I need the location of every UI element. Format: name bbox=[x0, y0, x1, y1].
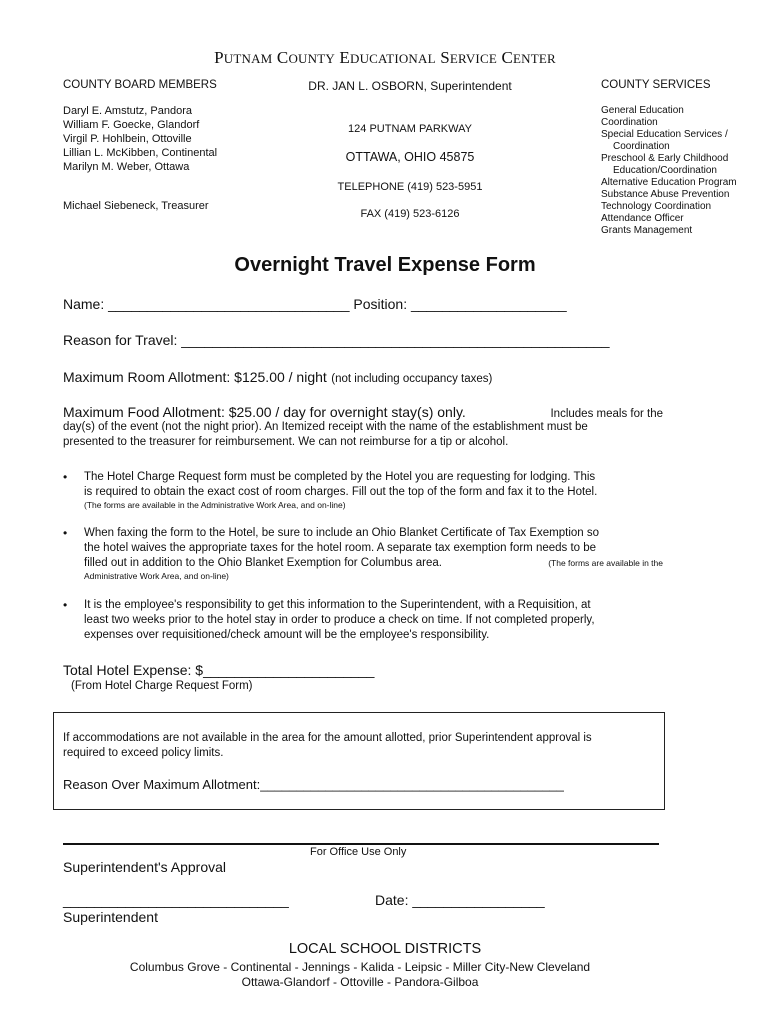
food-note: presented to the treasurer for reimbursement. We can not reimburse for a tip or alcohol. bbox=[63, 436, 509, 448]
service-item: Substance Abuse Prevention bbox=[601, 189, 730, 200]
exception-text-line: required to exceed policy limits. bbox=[63, 747, 224, 759]
board-member: Lillian L. McKibben, Continental bbox=[63, 147, 218, 159]
room-allotment bbox=[63, 369, 492, 387]
address: 124 PUTNAM PARKWAY bbox=[348, 123, 472, 135]
treasurer: Michael Siebeneck, Treasurer bbox=[63, 200, 209, 212]
districts-heading: LOCAL SCHOOL DISTRICTS bbox=[288, 941, 482, 957]
form-title: Overnight Travel Expense Form bbox=[234, 254, 536, 276]
name-position-line[interactable]: Name: _______________________________ Position: ____________________ bbox=[63, 296, 567, 312]
bullet-note: (The forms are available in the bbox=[548, 558, 663, 568]
reason-over-max-line[interactable]: Reason Over Maximum Allotment:__________________________________________ bbox=[63, 777, 564, 792]
services-list bbox=[601, 105, 761, 237]
board-member: Marilyn M. Weber, Ottawa bbox=[63, 161, 190, 173]
food-allotment-text: Maximum Food Allotment: $25.00 / day for overnight stay(s) only. bbox=[63, 404, 466, 420]
city: OTTAWA, OHIO 45875 bbox=[345, 150, 475, 164]
board-members-list bbox=[63, 104, 217, 174]
exception-text-line: If accommodations are not available in the area for the amount allotted, prior Superintendent approval is bbox=[63, 732, 592, 744]
service-item: General Education bbox=[601, 105, 684, 116]
signature-label: Superintendent bbox=[63, 909, 158, 925]
bullet-icon: • bbox=[63, 470, 68, 484]
fax: FAX (419) 523-6126 bbox=[360, 208, 460, 220]
superintendent-name: DR. JAN L. OSBORN, Superintendent bbox=[308, 79, 512, 93]
bullet-item bbox=[63, 526, 663, 581]
board-heading: COUNTY BOARD MEMBERS bbox=[63, 79, 217, 91]
bullet-text: filled out in addition to the Ohio Blanket Exemption for Columbus area. bbox=[84, 557, 442, 569]
bullet-note: Administrative Work Area, and on-line) bbox=[84, 571, 229, 581]
service-item: Special Education Services / bbox=[601, 129, 728, 140]
date-line[interactable]: Date: _________________ bbox=[375, 892, 545, 908]
bullet-text: When faxing the form to the Hotel, be sure to include an Ohio Blanket Certificate of Tax Exemption so bbox=[84, 527, 600, 539]
reason-for-travel-line[interactable]: Reason for Travel: _______________________________________________________ bbox=[63, 332, 610, 348]
exception-text bbox=[63, 731, 658, 761]
board-member: Daryl E. Amstutz, Pandora bbox=[63, 105, 192, 117]
service-item: Alternative Education Program bbox=[601, 177, 737, 188]
service-item: Coordination bbox=[601, 117, 658, 128]
service-item: Grants Management bbox=[601, 225, 693, 236]
org-title: PUTNAM COUNTY EDUCATIONAL SERVICE CENTER bbox=[214, 48, 556, 67]
bullet-icon: • bbox=[63, 598, 68, 612]
services-heading: COUNTY SERVICES bbox=[601, 79, 711, 91]
bullet-note: (The forms are available in the Administrative Work Area, and on-line) bbox=[84, 500, 346, 510]
bullet-icon: • bbox=[63, 526, 68, 540]
service-item: Coordination bbox=[613, 141, 670, 152]
telephone: TELEPHONE (419) 523-5951 bbox=[337, 181, 483, 193]
bullet-item bbox=[63, 470, 663, 510]
total-hotel-note: (From Hotel Charge Request Form) bbox=[71, 680, 253, 692]
service-item: Technology Coordination bbox=[601, 201, 712, 212]
food-note: Includes meals for the bbox=[550, 408, 663, 420]
room-allotment-note: (not including occupancy taxes) bbox=[331, 373, 493, 385]
signature-line[interactable]: _____________________________ bbox=[63, 892, 289, 908]
food-allotment bbox=[63, 404, 663, 450]
bullet-text: The Hotel Charge Request form must be completed by the Hotel you are requesting for lodging. This bbox=[84, 471, 596, 483]
districts-line: Ottawa-Glandorf - Ottoville - Pandora-Gilboa bbox=[241, 975, 479, 989]
board-member: William F. Goecke, Glandorf bbox=[63, 119, 200, 131]
divider bbox=[63, 843, 659, 845]
service-item: Education/Coordination bbox=[613, 165, 717, 176]
room-allotment-text: Maximum Room Allotment: $125.00 / night bbox=[63, 369, 327, 385]
total-hotel-expense-line[interactable]: Total Hotel Expense: $______________________ bbox=[63, 662, 375, 678]
service-item: Attendance Officer bbox=[601, 213, 684, 224]
bullet-text: least two weeks prior to the hotel stay in order to produce a check on time. If not completed properly, bbox=[84, 614, 595, 626]
bullet-text: the hotel waives the appropriate taxes for the hotel room. A separate tax exemption form needs to be bbox=[84, 542, 597, 554]
exception-box bbox=[53, 712, 665, 810]
service-item: Preschool & Early Childhood bbox=[601, 153, 729, 164]
office-use-label: For Office Use Only bbox=[310, 846, 407, 858]
bullet-text: It is the employee's responsibility to get this information to the Superintendent, with a Requisition, at bbox=[84, 599, 591, 611]
food-note: day(s) of the event (not the night prior). An Itemized receipt with the name of the establishment must be bbox=[63, 421, 588, 433]
bullet-text: expenses over requisitioned/check amount will be the employee's responsibility. bbox=[84, 629, 490, 641]
approval-heading: Superintendent's Approval bbox=[63, 859, 227, 875]
bullet-item bbox=[63, 598, 663, 643]
board-member: Virgil P. Hohlbein, Ottoville bbox=[63, 133, 192, 145]
bullet-text: is required to obtain the exact cost of room charges. Fill out the top of the form and fax it to the Hotel. bbox=[84, 486, 598, 498]
districts-line: Columbus Grove - Continental - Jennings - Kalida - Leipsic - Miller City-New Cleveland bbox=[129, 960, 591, 974]
